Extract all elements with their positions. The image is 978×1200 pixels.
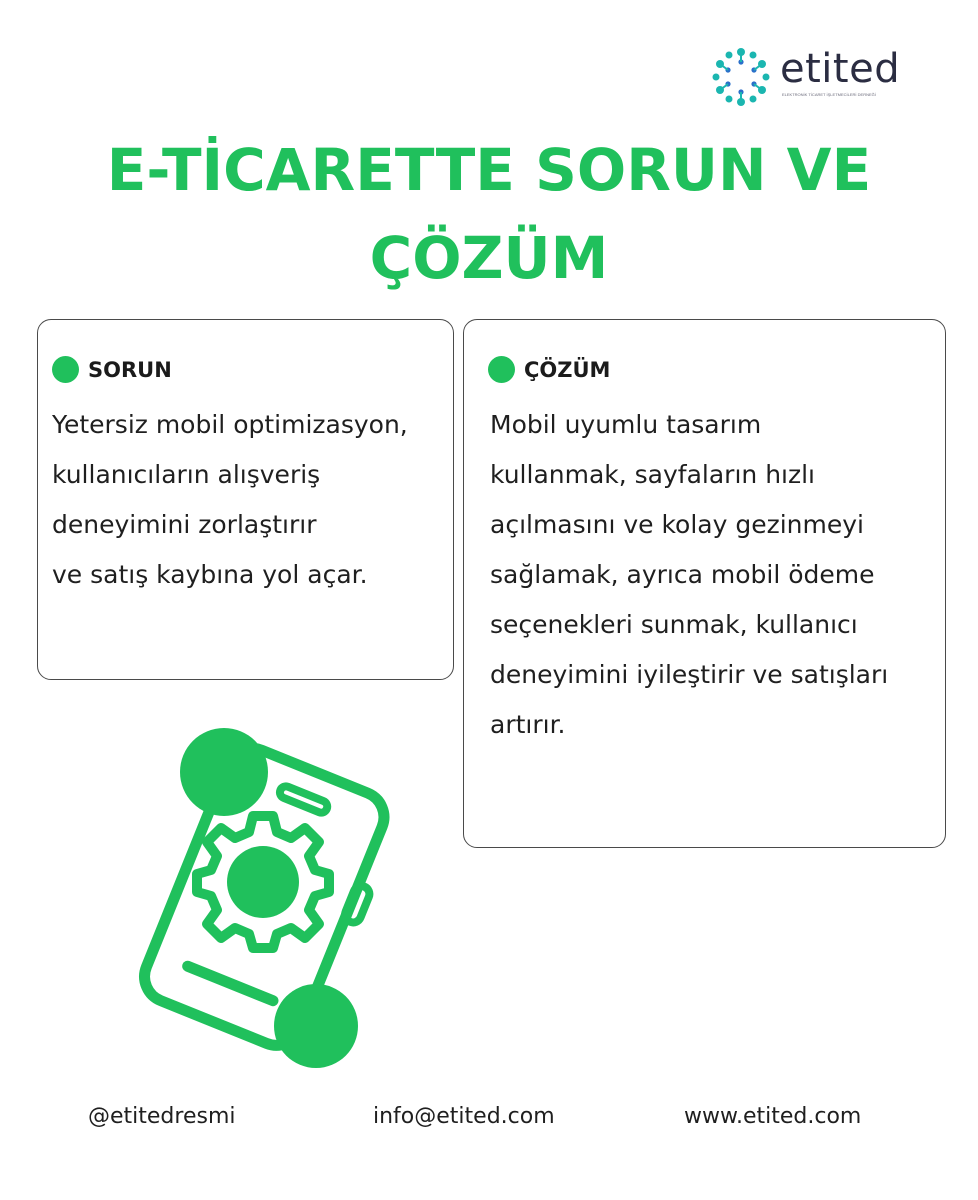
- logo-wordmark: etited: [780, 46, 901, 92]
- footer-email[interactable]: info@etited.com: [373, 1104, 555, 1129]
- problem-line: kullanıcıların alışveriş: [52, 460, 321, 489]
- solution-line: açılmasını ve kolay gezinmeyi: [490, 510, 864, 539]
- footer-website[interactable]: www.etited.com: [684, 1104, 862, 1129]
- solution-header: [488, 356, 610, 383]
- title-line-2: ÇÖZÜM: [369, 224, 609, 292]
- solution-text: [490, 400, 935, 750]
- solution-line: Mobil uyumlu tasarım: [490, 410, 762, 439]
- problem-line: deneyimini zorlaştırır: [52, 510, 317, 539]
- problem-text: [52, 400, 452, 600]
- logo-mark-icon: [708, 44, 774, 110]
- solution-card: [463, 319, 946, 848]
- problem-line: ve satış kaybına yol açar.: [52, 560, 368, 589]
- problem-line: Yetersiz mobil optimizasyon,: [52, 410, 408, 439]
- problem-header: [52, 356, 172, 383]
- solution-line: artırır.: [490, 710, 566, 739]
- etited-logo: [708, 44, 908, 110]
- solution-label: ÇÖZÜM: [524, 357, 611, 382]
- page-title: [0, 126, 978, 302]
- solution-line: kullanmak, sayfaların hızlı: [490, 460, 815, 489]
- solution-line: seçenekleri sunmak, kullanıcı: [490, 610, 858, 639]
- logo-tagline: ELEKTRONİK TİCARET İŞLETMECİLERİ DERNEĞİ: [782, 92, 876, 97]
- solution-line: sağlamak, ayrıca mobil ödeme: [490, 560, 875, 589]
- footer-social-handle[interactable]: @etitedresmi: [88, 1104, 236, 1129]
- bullet-dot-icon: [52, 356, 79, 383]
- problem-card: [37, 319, 454, 680]
- phone-settings-gear-icon: [120, 700, 410, 1080]
- bullet-dot-icon: [488, 356, 515, 383]
- solution-line: deneyimini iyileştirir ve satışları: [490, 660, 889, 689]
- problem-label: SORUN: [88, 357, 172, 382]
- title-line-1: E-TİCARETTE SORUN VE: [106, 136, 872, 204]
